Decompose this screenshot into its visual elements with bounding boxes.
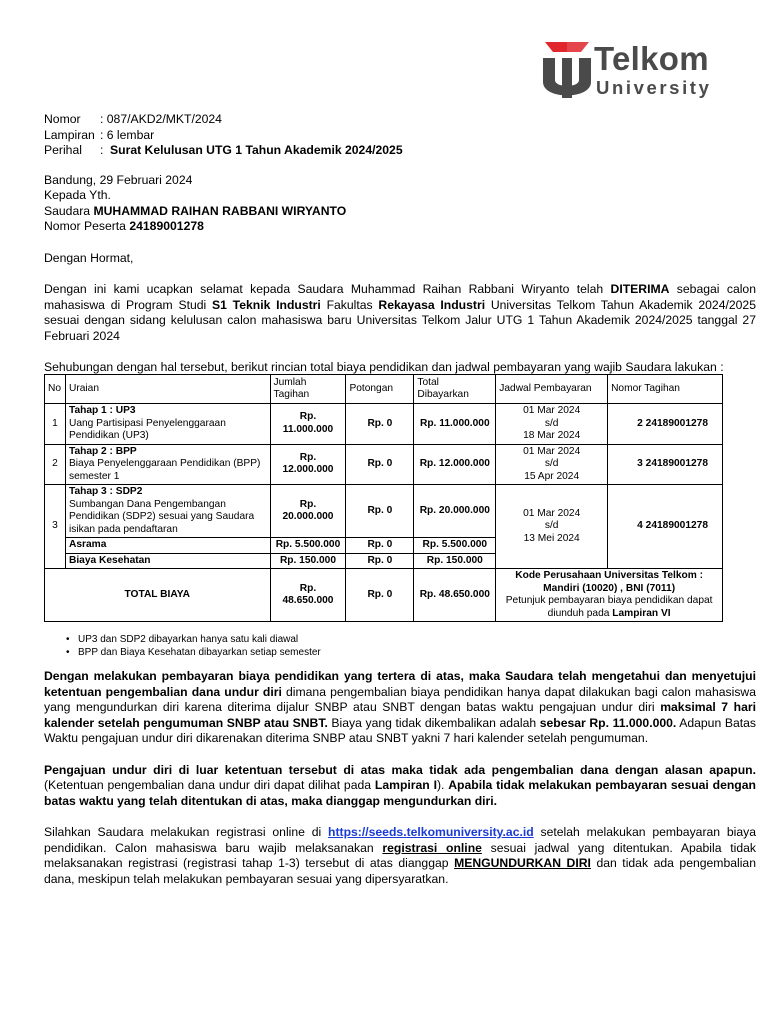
- cell-jumlah: Rp. 150.000: [270, 553, 346, 569]
- cell-potongan: Rp. 0: [346, 553, 414, 569]
- nomor-row: [44, 112, 756, 128]
- th-total: Total Dibayarkan: [414, 375, 496, 404]
- kepada-line: Kepada Yth.: [44, 188, 111, 202]
- th-nomor-tagihan: Nomor Tagihan: [608, 375, 723, 404]
- cell-potongan: Rp. 0: [346, 569, 414, 622]
- cell-nomor-tagihan: 2 24189001278: [608, 404, 723, 445]
- logo-wordmark: Telkom: [594, 40, 709, 77]
- cell-jadwal: 01 Mar 2024 s/d 13 Mei 2024: [496, 485, 608, 569]
- fakultas: Rekayasa Industri: [378, 297, 486, 312]
- cell-nomor-tagihan: 3 24189001278: [608, 444, 723, 485]
- perihal-colon: :: [100, 143, 104, 157]
- lampiran-value: : 6 lembar: [100, 127, 155, 142]
- paragraph-acceptance: Dengan ini kami ucapkan selamat kepada Saudara Muhammad Raihan Rabbani Wiryanto telah DITERIMA sebagai calon mahasiswa di Program Studi S1 Teknik Industri Fakultas Rekayasa Industri Universitas Telkom Tahun Akademik 2024/2025 sesuai dengan sidang kelulusan calon mahasiswa baru Universitas Telkom Jalur UTG 1 Tahun Akademik 2024/2025 tanggal 27 Februari 2024: [44, 282, 756, 343]
- cell-jumlah: Rp. 5.500.000: [270, 538, 346, 554]
- date-line: Bandung, 29 Februari 2024: [44, 172, 193, 187]
- fee-table: [44, 374, 723, 622]
- cell-total: Rp. 20.000.000: [414, 485, 496, 538]
- telkom-university-logo: [541, 40, 731, 102]
- th-uraian: Uraian: [65, 375, 270, 404]
- cell-potongan: Rp. 0: [346, 444, 414, 485]
- cell-jadwal: 01 Mar 2024 s/d 18 Mar 2024: [496, 404, 608, 445]
- lampiran-vi: Lampiran VI: [612, 607, 671, 619]
- cell-potongan: Rp. 0: [346, 404, 414, 445]
- paragraph-withdrawal: Pengajuan undur diri di luar ketentuan tersebut di atas maka tidak ada pengembalian dana dengan alasan apapun. (Ketentuan pengembalian dana undur diri dapat dilihat pada Lampiran I). Apabila tidak melakukan pembayaran sesuai dengan batas waktu yang telah ditentukan di atas, maka dianggap mengundurkan diri.: [44, 762, 756, 808]
- registrasi-online-text: registrasi online: [382, 840, 482, 855]
- petunjuk-text: Petunjuk pembayaran biaya pendidikan dapat diunduh pada: [505, 595, 713, 619]
- cell-uraian: Tahap 3 : SDP2 Sumbangan Dana Pengembangan Pendidikan (SDP2) sesuai yang Saudara isikan pada pendaftaran: [65, 485, 270, 538]
- table-header-row: [45, 375, 723, 404]
- perihal-value: Surat Kelulusan UTG 1 Tahun Akademik 2024/2025: [110, 143, 403, 157]
- cell-uraian: Asrama: [65, 538, 270, 554]
- cell-jumlah: Rp. 20.000.000: [270, 485, 346, 538]
- perihal-row: [44, 143, 756, 159]
- kode-title: Kode Perusahaan Universitas Telkom :: [515, 570, 704, 581]
- recipient-line: [44, 204, 756, 220]
- cell-nomor-tagihan: 4 24189001278: [608, 485, 723, 569]
- nomor-label: Nomor: [44, 112, 81, 126]
- cell-potongan: Rp. 0: [346, 538, 414, 554]
- letter-opening: [44, 112, 756, 376]
- fee-notes: [70, 633, 321, 659]
- paragraph-refund-terms: Dengan melakukan pembayaran biaya pendidikan yang tertera di atas, maka Saudara telah mengetahui dan menyetujui ketentuan pengembalian dana undur diri dimana pengembalian biaya pendidikan hanya dapat dilakukan bagi calon mahasiswa yang mengundurkan diri karena diterima dijalur SNBP atau SNBT dengan batas waktu pengajuan undur diri maksimal 7 hari kalender setelah pengumuman SNBP atau SNBT. Biaya yang tidak dikembalikan adalah sebesar Rp. 11.000.000. Adapun Batas Waktu pengajuan undur diri dikarenakan diterima SNBP atau SNBT yakni 7 hari kalender setelah pengumuman.: [44, 669, 756, 745]
- peserta-number: 24189001278: [129, 219, 204, 233]
- cell-uraian: Tahap 1 : UP3 Uang Partisipasi Penyelenggaraan Pendidikan (UP3): [65, 404, 270, 445]
- cell-total: Rp. 12.000.000: [414, 444, 496, 485]
- seeds-registration-link[interactable]: https://seeds.telkomuniversity.ac.id: [328, 825, 534, 839]
- cell-total-label: TOTAL BIAYA: [45, 569, 271, 622]
- table-row: [45, 444, 723, 485]
- cell-total: Rp. 150.000: [414, 553, 496, 569]
- peserta-prefix: Nomor Peserta: [44, 219, 130, 233]
- peserta-line: [44, 219, 756, 235]
- cell-uraian: Tahap 2 : BPP Biaya Penyelenggaraan Pendidikan (BPP) semester 1: [65, 444, 270, 485]
- th-no: No: [45, 375, 66, 404]
- perihal-label: Perihal: [44, 143, 82, 157]
- th-jumlah: Jumlah Tagihan: [270, 375, 346, 404]
- th-jadwal: Jadwal Pembayaran: [496, 375, 608, 404]
- cell-jadwal: 01 Mar 2024 s/d 15 Apr 2024: [496, 444, 608, 485]
- lampiran-label: Lampiran: [44, 127, 95, 142]
- table-row: [45, 485, 723, 538]
- logo-subtitle: University: [596, 77, 712, 98]
- cell-no: 3: [45, 485, 66, 569]
- nomor-value: : 087/AKD2/MKT/2024: [100, 112, 222, 126]
- paragraph-registration: Silahkan Saudara melakukan registrasi online di https://seeds.telkomuniversity.ac.id setelah melakukan pembayaran biaya pendidikan. Calon mahasiswa baru wajib melaksanakan registrasi online sesuai jadwal yang ditentukan. Apabila tidak melaksanakan registrasi (registrasi tahap 1-3) tersebut di atas dianggap MENGUNDURKAN DIRI dan tidak ada pengembalian dana, meskipun telah melakukan pembayaran sesuai yang dipersyaratkan.: [44, 825, 757, 886]
- lampiran-row: [44, 128, 756, 144]
- program-studi: S1 Teknik Industri: [212, 297, 321, 312]
- note-item: • UP3 dan SDP2 dibayarkan hanya satu kali diawal: [70, 633, 321, 646]
- letter-body: [44, 669, 756, 887]
- cell-total: Rp. 48.650.000: [414, 569, 496, 622]
- cell-total: Rp. 11.000.000: [414, 404, 496, 445]
- paragraph-fee-intro: Sehubungan dengan hal tersebut, berikut rincian total biaya pendidikan dan jadwal pembayaran yang wajib Saudara lakukan :: [44, 360, 724, 374]
- cell-jumlah: Rp. 48.650.000: [270, 569, 346, 622]
- saudara-prefix: Saudara: [44, 203, 94, 218]
- cell-no: 1: [45, 404, 66, 445]
- kode-value: Mandiri (10020) , BNI (7011): [543, 582, 676, 594]
- cell-jumlah: Rp. 11.000.000: [270, 404, 346, 445]
- cell-jumlah: Rp. 12.000.000: [270, 444, 346, 485]
- cell-uraian: Biaya Kesehatan: [65, 553, 270, 569]
- table-row-total: [45, 569, 723, 622]
- cell-kode-perusahaan: [496, 569, 723, 622]
- note-item: • BPP dan Biaya Kesehatan dibayarkan setiap semester: [70, 646, 321, 659]
- cell-total: Rp. 5.500.000: [414, 538, 496, 554]
- cell-potongan: Rp. 0: [346, 485, 414, 538]
- mengundurkan-diri-text: MENGUNDURKAN DIRI: [454, 856, 591, 870]
- th-potongan: Potongan: [346, 375, 414, 404]
- diterima-text: DITERIMA: [610, 282, 670, 296]
- table-row: [45, 404, 723, 445]
- greeting: Dengan Hormat,: [44, 250, 134, 265]
- cell-no: 2: [45, 444, 66, 485]
- recipient-name: MUHAMMAD RAIHAN RABBANI WIRYANTO: [93, 203, 347, 218]
- telkom-emblem-icon: [541, 40, 593, 102]
